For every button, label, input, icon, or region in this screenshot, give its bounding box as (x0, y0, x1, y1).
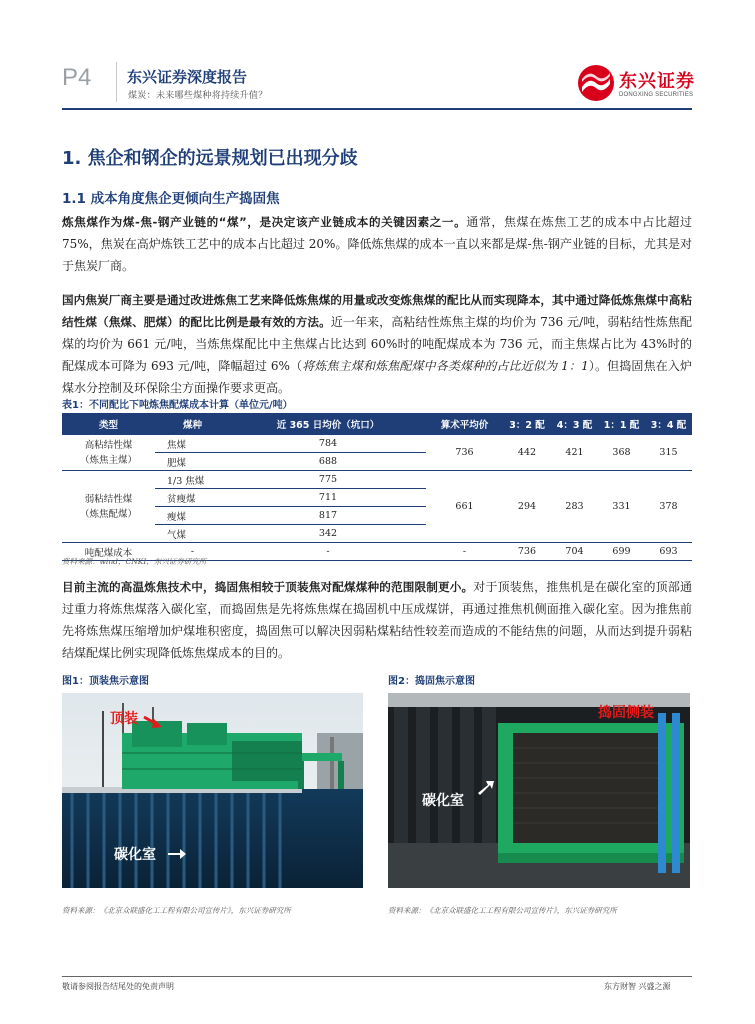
price-cell: 342 (230, 525, 426, 543)
paragraph-2-note: 将炼焦主煤和炼焦配煤中各类煤种的占比近似为 1：1 (302, 359, 589, 373)
figure-2-source: 资料来源：《北京众联盛化工工程有限公司宣传片》，东兴证券研究所 (388, 906, 617, 915)
paragraph-2 (62, 289, 692, 399)
subsection-heading: 1.1 成本角度焦企更倾向生产捣固焦 (62, 191, 280, 207)
price-cell: 711 (230, 489, 426, 507)
table-source: 资料来源：wind，CNKI，东兴证券研究所 (62, 557, 207, 566)
figure-2-caption: 图2：捣固焦示意图 (388, 676, 475, 687)
logo-text-cn: 东兴证券 (619, 71, 695, 92)
figure-1-source: 资料来源：《北京众联盛化工工程有限公司宣传片》，东兴证券研究所 (62, 906, 291, 915)
column-header: 算术平均价 (426, 413, 503, 435)
figure-1-label-chamber: 碳化室 (114, 847, 156, 863)
section-heading: 1. 焦企和钢企的远景规划已出现分歧 (62, 148, 358, 169)
cost-table (62, 413, 692, 561)
ratio-cell: 315 (645, 435, 692, 471)
column-header: 4：3 配 (551, 413, 598, 435)
type-cell: 高粘结性煤 （炼焦主煤） (62, 435, 155, 471)
paragraph-3 (62, 576, 692, 664)
table-caption: 表1：不同配比下吨炼焦配煤成本计算（单位元/吨） (62, 400, 293, 411)
column-header: 1：1 配 (598, 413, 645, 435)
avg-cell: 736 (426, 435, 503, 471)
column-header: 3：2 配 (503, 413, 551, 435)
report-title: 东兴证券深度报告 (127, 68, 248, 86)
figure-1-caption: 图1：顶装焦示意图 (62, 676, 149, 687)
paragraph-2-body: 近一年来，高粘结性炼焦主煤的均价为 736 元/吨，弱粘结性炼焦配煤的均价为 661 元/吨，当炼焦煤配比中主焦煤占比达到 60%时的吨配煤成本为 736 元，而主焦煤占比为 43%时的配煤成本可降为 693 元/吨，降幅超过 6%（ (62, 315, 692, 373)
figure-1-image (62, 693, 363, 888)
figure-2-image (388, 693, 690, 888)
page-number: P4 (62, 64, 92, 91)
total-ratio: 693 (645, 543, 692, 561)
column-header: 近 365 日均价（坑口） (230, 413, 426, 435)
paragraph-2-lead: 国内焦炭厂商主要是通过改进炼焦工艺来降低炼焦煤的用量或改变炼焦煤的配比从而实现降本，其中通过降低炼焦煤中高粘结性煤（焦煤、肥煤）的配比比例是最有效的方法。 (62, 293, 692, 329)
footer-disclaimer: 敬请参阅报告结尾处的免责声明 (62, 982, 174, 991)
report-subtitle: 煤炭：未来哪些煤种将持续升值？ (128, 91, 268, 101)
ratio-cell: 378 (645, 471, 692, 543)
header-rule (62, 108, 692, 110)
logo-text-en: DONGXING SECURITIES (619, 92, 694, 98)
header-divider (116, 62, 117, 102)
total-coal: - (155, 543, 230, 561)
paragraph-1 (62, 211, 692, 277)
column-header: 煤种 (155, 413, 230, 435)
coal-cell: 肥煤 (155, 453, 230, 471)
footer-slogan: 东方财智 兴盛之源 (604, 982, 671, 991)
coal-cell: 气煤 (155, 525, 230, 543)
paragraph-1-lead: 炼焦煤作为煤-焦-钢产业链的“煤”，是决定该产业链成本的关键因素之一。 (62, 215, 467, 229)
ratio-cell: 331 (598, 471, 645, 543)
ratio-cell: 368 (598, 435, 645, 471)
total-ratio: 736 (503, 543, 551, 561)
total-ratio: 699 (598, 543, 645, 561)
coal-cell: 瘦煤 (155, 507, 230, 525)
ratio-cell: 283 (551, 471, 598, 543)
total-avg: - (426, 543, 503, 561)
figure-2-label-chamber: 碳化室 (422, 793, 464, 809)
coal-cell: 贫瘦煤 (155, 489, 230, 507)
coal-cell: 1/3 焦煤 (155, 471, 230, 489)
company-logo (577, 62, 697, 106)
coal-cell: 焦煤 (155, 435, 230, 453)
column-header: 3：4 配 (645, 413, 692, 435)
figure-1-label-top: 顶装 (110, 711, 138, 727)
paragraph-1-body: 通常，焦煤在炼焦工艺的成本中占比超过 75%，焦炭在高炉炼铁工艺中的成本占比超过 20%。降低炼焦煤的成本一直以来都是煤-焦-钢产业链的目标，尤其是对于焦炭厂商。 (62, 215, 692, 273)
column-header: 类型 (62, 413, 155, 435)
type-cell: 弱粘结性煤 （炼焦配煤） (62, 471, 155, 543)
paragraph-2-tail: ）。但捣固焦在入炉煤水分控制及环保除尘方面操作要求更高。 (62, 359, 692, 395)
paragraph-3-lead: 目前主流的高温炼焦技术中，捣固焦相较于顶装焦对配煤煤种的范围限制更小。 (62, 580, 474, 594)
figure-2-label-side: 捣固侧装 (598, 705, 654, 721)
avg-cell: 661 (426, 471, 503, 543)
price-cell: 775 (230, 471, 426, 489)
total-price: - (230, 543, 426, 561)
footer-rule (62, 976, 692, 977)
table-row (62, 471, 692, 489)
table-header-row (62, 413, 692, 435)
price-cell: 688 (230, 453, 426, 471)
ratio-cell: 421 (551, 435, 598, 471)
table-row (62, 435, 692, 453)
price-cell: 817 (230, 507, 426, 525)
dongxing-logo-icon (577, 64, 615, 102)
paragraph-3-body: 对于顶装焦，推焦机是在碳化室的顶部通过重力将炼焦煤落入碳化室，而捣固焦是先将炼焦煤在捣固机中压成煤饼，再通过推焦机侧面推入碳化室。因为推焦前先将炼焦煤压缩增加炉煤堆积密度，捣固焦可以解决因弱粘煤粘结性较差而造成的不能结焦的问题，从而达到提升弱粘结煤配煤比例实现降低炼焦煤成本的目的。 (62, 580, 692, 660)
price-cell: 784 (230, 435, 426, 453)
total-ratio: 704 (551, 543, 598, 561)
total-label: 吨配煤成本 (62, 543, 155, 561)
ratio-cell: 442 (503, 435, 551, 471)
ratio-cell: 294 (503, 471, 551, 543)
